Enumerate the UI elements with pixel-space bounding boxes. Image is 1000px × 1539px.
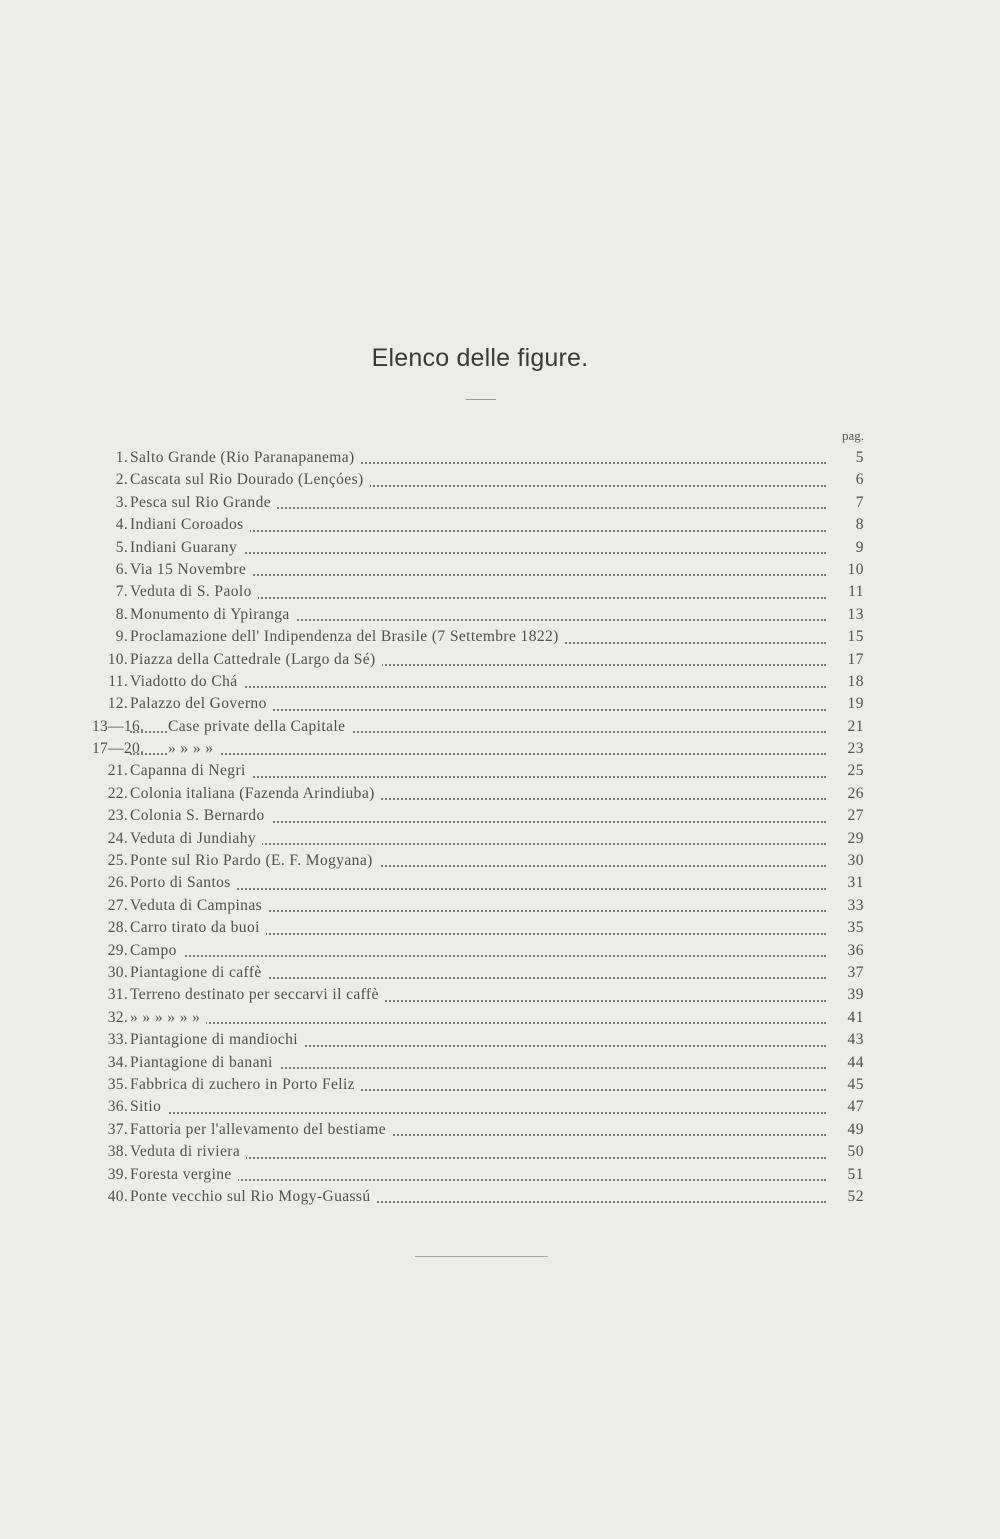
figure-title: Cascata sul Rio Dourado (Lençóes): [130, 471, 370, 489]
figure-title: Colonia italiana (Fazenda Arindiuba): [130, 785, 381, 803]
figure-number: 37.: [107, 1120, 128, 1138]
figure-number: 7.: [115, 583, 128, 601]
figure-page-number: 35: [830, 919, 864, 937]
figure-title: Indiani Guarany: [130, 539, 243, 557]
figure-list-item: [84, 964, 864, 986]
figure-page-number: 43: [830, 1031, 864, 1049]
figure-list-item: [84, 1009, 864, 1031]
figure-page-number: 27: [830, 807, 864, 825]
figure-page-number: 44: [830, 1054, 864, 1072]
figure-page-number: 6: [830, 471, 864, 489]
figure-page-number: 23: [830, 740, 864, 758]
figure-title: Salto Grande (Rio Paranapanema): [130, 449, 361, 467]
figure-list-item: [84, 628, 864, 650]
figure-page-number: 50: [830, 1143, 864, 1161]
figure-page-number: 37: [830, 964, 864, 982]
figure-page-number: 39: [830, 986, 864, 1004]
figure-number: 22.: [107, 784, 128, 802]
figure-page-number: 29: [830, 830, 864, 848]
figure-list-item: [84, 561, 864, 583]
figure-title: Fabbrica di zuchero in Porto Feliz: [130, 1076, 361, 1094]
figure-number: 40.: [107, 1187, 128, 1205]
figure-list-item: [84, 1076, 864, 1098]
figure-title: Foresta vergine: [130, 1166, 238, 1184]
figure-title: Ponte vecchio sul Rio Mogy-Guassú: [130, 1188, 377, 1206]
figure-page-number: 49: [830, 1121, 864, 1139]
bottom-divider: [415, 1256, 548, 1257]
figure-page-number: 33: [830, 897, 864, 915]
figure-page-number: 45: [830, 1076, 864, 1094]
figure-page-number: 21: [830, 718, 864, 736]
figure-title: Veduta di Jundiahy: [130, 830, 262, 848]
figure-page-number: 30: [830, 852, 864, 870]
figure-list-item: [84, 583, 864, 605]
figure-number: 38.: [107, 1143, 128, 1161]
figure-title: Sitio: [130, 1098, 167, 1116]
figure-list-item: [84, 897, 864, 919]
figure-page-number: 15: [830, 628, 864, 646]
figure-page-number: 5: [830, 449, 864, 467]
figure-list-item: [84, 807, 864, 829]
figure-list-item: [84, 718, 864, 740]
figure-title: Terreno destinato per seccarvi il caffè: [130, 986, 385, 1004]
figure-page-number: 51: [830, 1166, 864, 1184]
page-column-label: pag.: [841, 428, 864, 443]
figure-title: Veduta di riviera: [130, 1143, 246, 1161]
figure-number: 10.: [107, 650, 128, 668]
figure-number: 2.: [115, 471, 128, 489]
figure-title: Fattoria per l'allevamento del bestiame: [130, 1121, 392, 1139]
figure-page-number: 7: [830, 494, 864, 512]
figure-page-number: 31: [830, 874, 864, 892]
figure-number: 27.: [107, 896, 128, 914]
figure-list-item: [84, 785, 864, 807]
figure-list-item: [84, 1143, 864, 1165]
figure-number: 9.: [115, 628, 128, 646]
figure-number: 8.: [115, 605, 128, 623]
figure-title: » » » »: [168, 740, 219, 758]
figure-page-number: 52: [830, 1188, 864, 1206]
figure-page-number: 9: [830, 539, 864, 557]
figure-number: 31.: [107, 986, 128, 1004]
figure-number: 25.: [107, 852, 128, 870]
figure-title: Piantagione di caffè: [130, 964, 268, 982]
figure-list-item: [84, 942, 864, 964]
figure-title: Proclamazione dell' Indipendenza del Brasile (7 Settembre 1822): [130, 628, 565, 646]
figure-number: 3.: [115, 493, 128, 511]
figure-title: Carro tirato da buoi: [130, 919, 266, 937]
figure-list-item: [84, 516, 864, 538]
figure-title: Porto di Santos: [130, 874, 237, 892]
figure-title: Piantagione di banani: [130, 1054, 279, 1072]
figure-list-item: [84, 852, 864, 874]
figure-list-item: [84, 740, 864, 762]
figure-title: Piantagione di mandiochi: [130, 1031, 304, 1049]
figure-title: Ponte sul Rio Pardo (E. F. Mogyana): [130, 852, 379, 870]
figure-number: 6.: [115, 560, 128, 578]
figure-page-number: 17: [830, 651, 864, 669]
figure-number: 28.: [107, 919, 128, 937]
figure-number: 34.: [107, 1053, 128, 1071]
figure-title: Indiani Coroados: [130, 516, 250, 534]
figure-title: Capanna di Negri: [130, 762, 252, 780]
figure-number: 32.: [107, 1008, 128, 1026]
figure-list-item: [84, 539, 864, 561]
figure-number: 21.: [107, 762, 128, 780]
figure-number: 12.: [107, 695, 128, 713]
figure-title: Pesca sul Rio Grande: [130, 494, 277, 512]
figure-page-number: 41: [830, 1009, 864, 1027]
figure-page-number: 13: [830, 606, 864, 624]
figure-list-item: [84, 651, 864, 673]
figure-page-number: 26: [830, 785, 864, 803]
figure-page-number: 25: [830, 762, 864, 780]
dot-leader: [130, 1112, 826, 1114]
figure-page-number: 19: [830, 695, 864, 713]
figure-list-item: [84, 494, 864, 516]
page-title: Elenco delle figure.: [371, 344, 589, 372]
figure-list-item: [84, 874, 864, 896]
figure-number: 11.: [108, 672, 128, 690]
figure-title: Colonia S. Bernardo: [130, 807, 271, 825]
figure-list-item: [84, 1188, 864, 1210]
figure-list-item: [84, 919, 864, 941]
figure-title: Case private della Capitale: [168, 718, 351, 736]
figure-number: 30.: [107, 963, 128, 981]
dot-leader: [130, 753, 826, 755]
figure-title: Monumento di Ypiranga: [130, 606, 296, 624]
figure-number: 17—20.: [92, 740, 145, 758]
figure-list: [84, 449, 864, 1210]
figure-title: Veduta di Campinas: [130, 897, 268, 915]
figure-list-item: [84, 1121, 864, 1143]
figure-list-item: [84, 673, 864, 695]
figure-list-item: [84, 606, 864, 628]
figure-page-number: 10: [830, 561, 864, 579]
dot-leader: [130, 1022, 826, 1024]
figure-list-item: [84, 1166, 864, 1188]
figure-page-number: 11: [830, 583, 864, 601]
figure-number: 39.: [107, 1165, 128, 1183]
figure-list-item: [84, 1054, 864, 1076]
figure-list-item: [84, 695, 864, 717]
figure-list-item: [84, 1031, 864, 1053]
figure-page-number: 18: [830, 673, 864, 691]
figure-list-item: [84, 471, 864, 493]
figure-number: 5.: [115, 538, 128, 556]
figure-number: 29.: [107, 941, 128, 959]
figure-page-number: 47: [830, 1098, 864, 1116]
figure-number: 35.: [107, 1075, 128, 1093]
figure-list-item: [84, 762, 864, 784]
figure-title: » » » » » »: [130, 1009, 206, 1027]
figure-number: 36.: [107, 1098, 128, 1116]
figure-title: Viadotto do Chá: [130, 673, 244, 691]
figure-title: Piazza della Cattedrale (Largo da Sé): [130, 651, 382, 669]
figure-page-number: 8: [830, 516, 864, 534]
figure-title: Palazzo del Governo: [130, 695, 273, 713]
figure-number: 26.: [107, 874, 128, 892]
figure-list-item: [84, 986, 864, 1008]
figure-number: 33.: [107, 1031, 128, 1049]
figure-number: 13—16.: [92, 717, 145, 735]
figure-number: 1.: [115, 449, 128, 466]
figure-title: Campo: [130, 942, 183, 960]
figure-list-item: [84, 449, 864, 471]
figure-title: Veduta di S. Paolo: [130, 583, 258, 601]
dot-leader: [130, 955, 826, 957]
figure-number: 23.: [107, 807, 128, 825]
figure-number: 24.: [107, 829, 128, 847]
title-divider: [466, 399, 496, 400]
figure-number: 4.: [115, 516, 128, 534]
figure-list-item: [84, 830, 864, 852]
figure-title: Via 15 Novembre: [130, 561, 252, 579]
figure-list-item: [84, 1098, 864, 1120]
figure-page-number: 36: [830, 942, 864, 960]
